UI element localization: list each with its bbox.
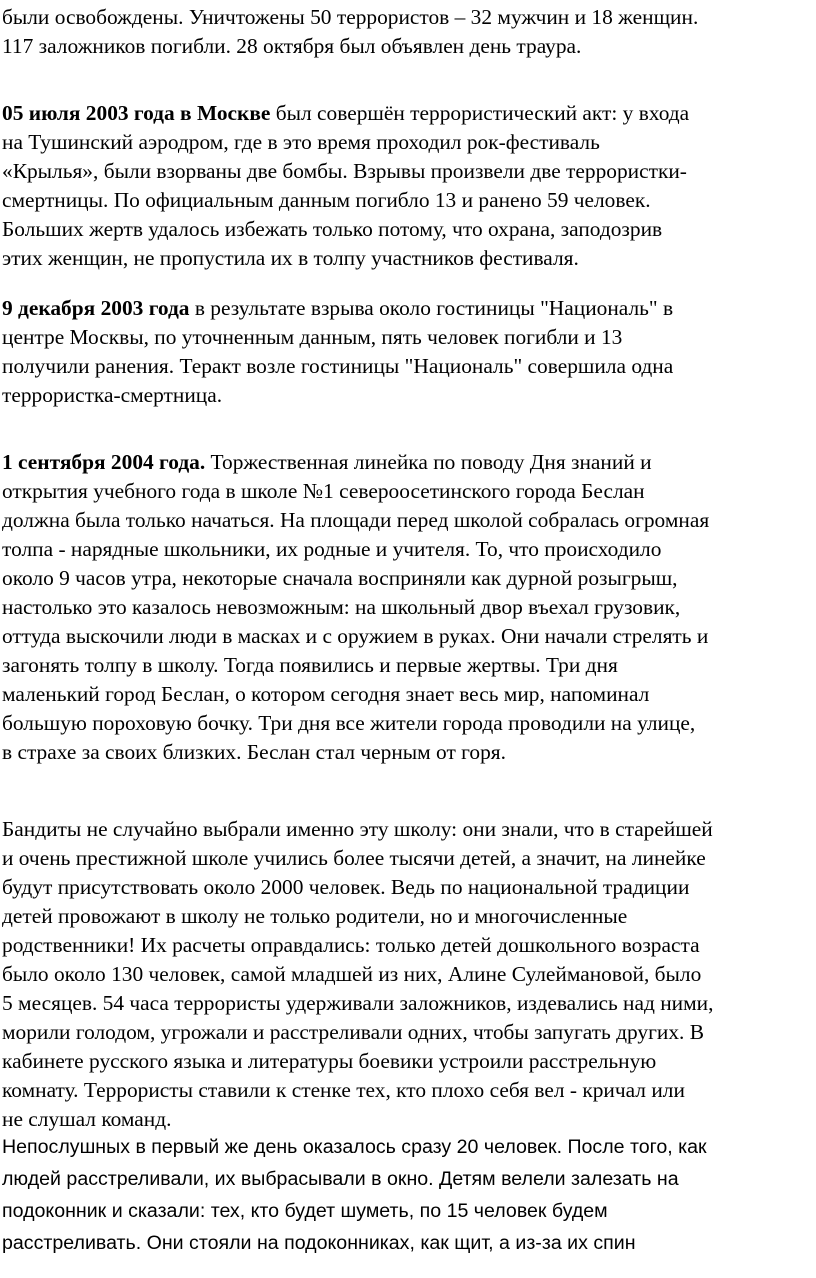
text-line: Бандиты не случайно выбрали именно эту школу: они знали, что в старейшей xyxy=(2,817,713,841)
text-line: террористка-смертница. xyxy=(2,383,223,407)
text-line: родственники! Их расчеты оправдались: только детей дошкольного возраста xyxy=(2,933,700,957)
text-line: 5 месяцев. 54 часа террористы удерживали заложников, издевались над ними, xyxy=(2,991,714,1015)
text-fragment: был совершён террористический акт: у входа xyxy=(270,101,690,125)
text-line: в страхе за своих близких. Беслан стал черным от горя. xyxy=(2,740,506,764)
text-line: центре Москвы, по уточненным данным, пять человек погибли и 13 xyxy=(2,325,623,349)
text-line: Больших жертв удалось избежать только потому, что охрана, заподозрив xyxy=(2,217,663,241)
text-line: расстреливать. Они стояли на подоконниках, как щит, а из-за их спин xyxy=(2,1232,636,1254)
text-line xyxy=(2,99,814,128)
text-line: этих женщин, не пропустила их в толпу участников фестиваля. xyxy=(2,246,579,270)
text-line: детей провожают в школу не только родители, но и многочисленные xyxy=(2,904,628,928)
text-fragment: Торжественная линейка по поводу Дня знаний и xyxy=(205,450,652,474)
text-line xyxy=(2,294,814,323)
text-line: маленький город Беслан, о котором сегодня знает весь мир, напоминал xyxy=(2,682,650,706)
text-line: открытия учебного года в школе №1 североосетинского города Беслан xyxy=(2,479,645,503)
text-line: не слушал команд. xyxy=(2,1107,172,1131)
text-line: были освобождены. Уничтожены 50 террористов – 32 мужчин и 18 женщин. xyxy=(2,5,699,29)
text-line: большую пороховую бочку. Три дня все жители города проводили на улице, xyxy=(2,711,696,735)
text-line: на Тушинский аэродром, где в это время проходил рок-фестиваль xyxy=(2,130,600,154)
text-line: комнату. Террористы ставили к стенке тех, кто плохо себя вел - кричал или xyxy=(2,1078,685,1102)
text-line: толпа - нарядные школьники, их родные и учителя. То, что происходило xyxy=(2,537,662,561)
paragraph-beslan-2004 xyxy=(2,448,814,767)
text-line: людей расстреливали, их выбрасывали в окно. Детям велели залезать на xyxy=(2,1168,679,1190)
date-heading: 1 сентября 2004 года. xyxy=(2,450,206,474)
paragraph-school-choice xyxy=(2,815,814,1134)
text-line: получили ранения. Теракт возле гостиницы "Националь" совершила одна xyxy=(2,354,674,378)
text-line: было около 130 человек, самой младшей из них, Алине Сулеймановой, было xyxy=(2,962,702,986)
text-line: Непослушных в первый же день оказалось сразу 20 человек. После того, как xyxy=(2,1136,707,1158)
text-line: смертницы. По официальным данным погибло 13 и ранено 59 человек. xyxy=(2,188,651,212)
text-fragment: в результате взрыва около гостиницы "Националь" в xyxy=(189,296,674,320)
text-line: морили голодом, угрожали и расстреливали одних, чтобы запугать других. В xyxy=(2,1020,704,1044)
text-line: и очень престижной школе учились более тысячи детей, а значит, на линейке xyxy=(2,846,706,870)
text-line: около 9 часов утра, некоторые сначала восприняли как дурной розыгрыш, xyxy=(2,566,678,590)
text-line: «Крылья», были взорваны две бомбы. Взрывы произвели две террористки- xyxy=(2,159,687,183)
paragraph-disobedient xyxy=(2,1131,814,1259)
text-line: подоконник и сказали: тех, кто будет шуметь, по 15 человек будем xyxy=(2,1200,608,1222)
text-line xyxy=(2,448,814,477)
paragraph-national-hotel-2003 xyxy=(2,294,814,410)
text-line: кабинете русского языка и литературы боевики устроили расстрельную xyxy=(2,1049,657,1073)
text-line: оттуда выскочили люди в масках и с оружием в руках. Они начали стрелять и xyxy=(2,624,709,648)
paragraph-tushino-2003 xyxy=(2,99,814,273)
date-heading: 9 декабря 2003 года xyxy=(2,296,190,320)
date-heading: 05 июля 2003 года в Москве xyxy=(2,101,271,125)
text-line: загонять толпу в школу. Тогда появились и первые жертвы. Три дня xyxy=(2,653,618,677)
text-line: должна была только начаться. На площади перед школой собралась огромная xyxy=(2,508,710,532)
paragraph-moscow-hostages-end xyxy=(2,3,814,61)
text-line: настолько это казалось невозможным: на школьный двор въехал грузовик, xyxy=(2,595,681,619)
text-line: 117 заложников погибли. 28 октября был объявлен день траура. xyxy=(2,34,582,58)
text-line: будут присутствовать около 2000 человек. Ведь по национальной традиции xyxy=(2,875,690,899)
